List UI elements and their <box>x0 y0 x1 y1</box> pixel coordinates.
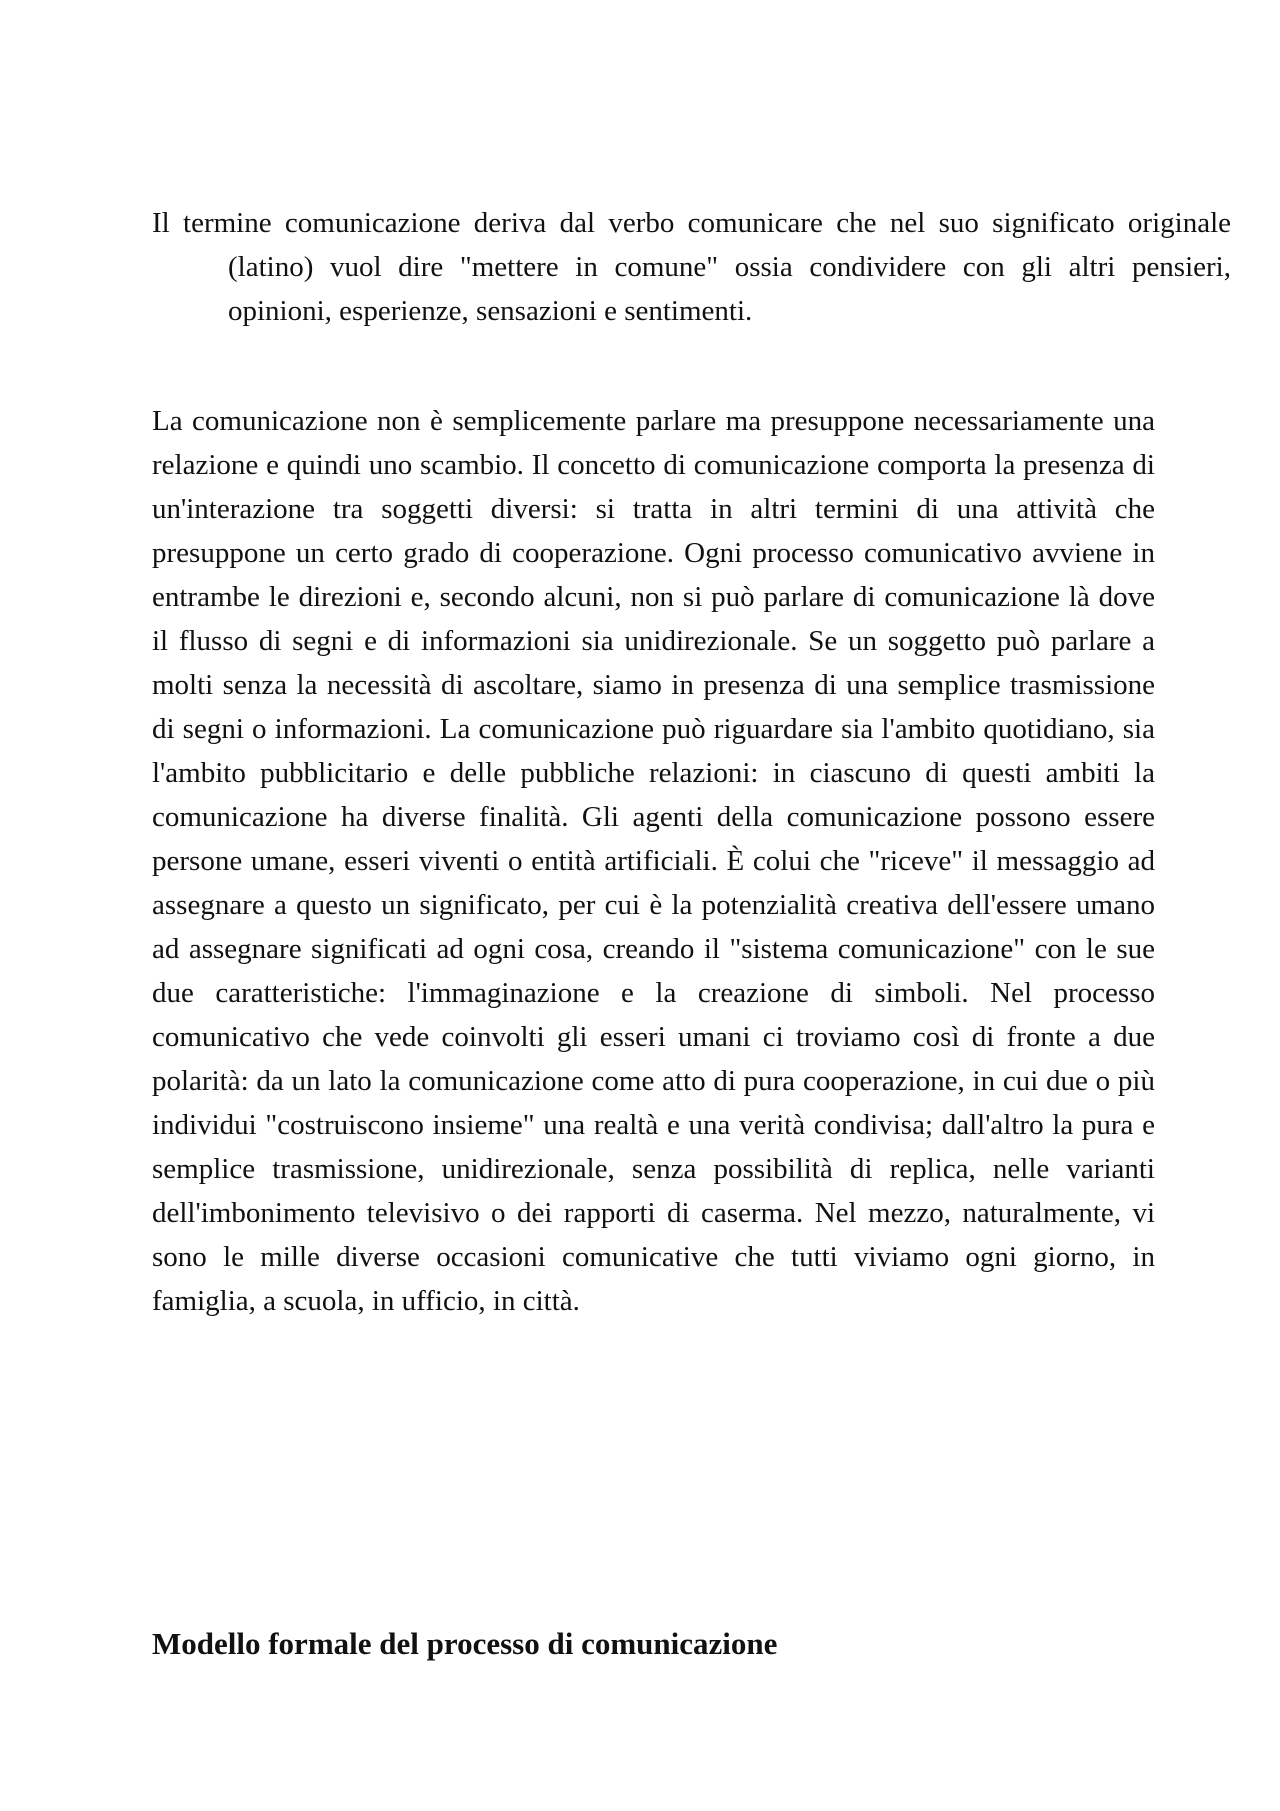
section-heading: Modello formale del processo di comunicazione <box>152 1626 778 1661</box>
paragraph-definition: Il termine comunicazione deriva dal verbo comunicare che nel suo significato originale (latino) vuol dire "mettere in comune" ossia condividere con gli altri pensieri, opinioni, esperienze, sensazioni e sentimenti. <box>152 207 1231 327</box>
paragraph-communication-concept: La comunicazione non è semplicemente parlare ma presuppone necessariamente una relazione e quindi uno scambio. Il concetto di comunicazione comporta la presenza di un'interazione tra soggetti diversi: si tratta in altri termini di una attività che presuppone un certo grado di cooperazione. Ogni processo comunicativo avviene in entrambe le direzioni e, secondo alcuni, non si può parlare di comunicazione là dove il flusso di segni e di informazioni sia unidirezionale. Se un soggetto può parlare a molti senza la necessità di ascoltare, siamo in presenza di una semplice trasmissione di segni o informazioni. La comunicazione può riguardare sia l'ambito quotidiano, sia l'ambito pubblicitario e delle pubbliche relazioni: in ciascuno di questi ambiti la comunicazione ha diverse finalità. Gli agenti della comunicazione possono essere persone umane, esseri viventi o entità artificiali. È colui che "riceve" il messaggio ad assegnare a questo un significato, per cui è la potenzialità creativa dell'essere umano ad assegnare significati ad ogni cosa, creando il "sistema comunicazione" con le sue due caratteristiche: l'immaginazione e la creazione di simboli. Nel processo comunicativo che vede coinvolti gli esseri umani ci troviamo così di fronte a due polarità: da un lato la comunicazione come atto di pura cooperazione, in cui due o più individui "costruiscono insieme" una realtà e una verità condivisa; dall'altro la pura e semplice trasmissione, unidirezionale, senza possibilità di replica, nelle varianti dell'imbonimento televisivo o dei rapporti di caserma. Nel mezzo, naturalmente, vi sono le mille diverse occasioni comunicative che tutti viviamo ogni giorno, in famiglia, a scuola, in ufficio, in città. <box>152 405 1155 1317</box>
